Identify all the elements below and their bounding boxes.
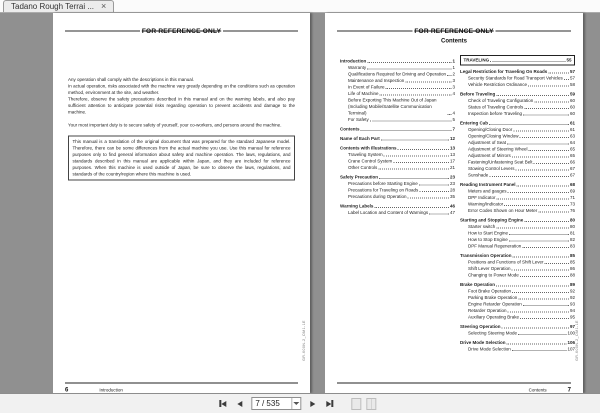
toc-entry-page: 64	[569, 140, 575, 145]
tab-close-icon[interactable]: ×	[101, 1, 107, 11]
toc-entry-page: 61	[569, 127, 575, 132]
toc-entry-page: 60	[569, 111, 575, 116]
toc-entry-label: Parking Brake Operation	[468, 295, 518, 300]
toc-entry[interactable]	[340, 136, 455, 143]
dot-leader	[419, 185, 449, 186]
toc-entry-page: 3	[452, 78, 455, 83]
toc-entry-label: Precautions for Traveling on Roads	[348, 187, 419, 193]
toc-entry[interactable]	[460, 314, 575, 321]
view-mode-icons	[351, 398, 376, 410]
first-page-button[interactable]	[217, 397, 228, 411]
toc-entry-label: Auxiliary Operating Brake	[468, 314, 520, 320]
toc-entry-label: Vehicle Restriction Ordinance	[468, 82, 528, 87]
toc-entry-page: 59	[569, 91, 575, 97]
dot-leader	[370, 121, 452, 122]
dot-leader	[524, 221, 569, 222]
toc-entry-page: 67	[569, 172, 575, 178]
toc-entry-page: 97	[569, 324, 575, 329]
toc-entry-page: 58	[569, 82, 575, 87]
toc-entry-page: 80	[569, 217, 575, 223]
dot-leader	[518, 334, 566, 335]
toc-entry-label: Crane Control System	[348, 158, 393, 164]
toc-entry-page: 47	[449, 210, 455, 215]
toc-entry[interactable]	[340, 194, 455, 201]
toc-entry-label: Drive Mode Selection	[468, 346, 511, 352]
toc-entry-page: 85	[569, 259, 575, 265]
dot-leader	[516, 170, 569, 171]
dot-leader	[523, 305, 569, 306]
dot-leader	[517, 186, 569, 187]
dot-leader	[361, 130, 452, 131]
reference-only-text: FOR REFERENCE ONLY	[414, 27, 494, 35]
dot-leader	[523, 115, 569, 116]
toc-entry-page: 107	[567, 346, 575, 352]
toc-entry-label: Adjustment of Steering Wheel	[468, 146, 528, 152]
toc-entry-page: 60	[569, 98, 575, 103]
toc-entry-label: Meters and gauges	[468, 188, 507, 194]
toc-column-right	[460, 55, 575, 353]
toc-entry-label: Steering Operation	[460, 324, 501, 329]
toc-column-left	[340, 55, 455, 353]
dot-leader	[497, 199, 569, 200]
paragraph: Any operation shall comply with the descriptions in this manual.	[68, 77, 195, 82]
toc-entry-page: 17	[449, 158, 455, 164]
dot-leader	[379, 178, 449, 179]
toc-entry[interactable]	[460, 172, 575, 179]
dot-leader	[529, 150, 569, 151]
document-code-right: GR-600N-2_OM1-1E	[575, 320, 579, 361]
toc-entry-label: Precautions before Starting Engine	[348, 181, 418, 186]
dot-leader	[508, 312, 569, 313]
toc-entry-page: 35	[449, 194, 455, 199]
toc-entry-label: Reading Instrument Panel	[460, 182, 516, 187]
toc-entry-label: Adjustment of Seat	[468, 140, 507, 145]
toc-entry-label: Positions and Functions of Shift Lever	[468, 259, 544, 265]
toc-entry-label: Contents with Illustrations	[340, 145, 397, 151]
dot-leader	[508, 192, 569, 193]
toc-entry-page: 69	[569, 188, 575, 194]
toc-entry-page: 85	[569, 253, 575, 258]
toc-entry[interactable]	[340, 117, 455, 124]
translation-notice-box	[68, 136, 295, 181]
toc-entry-label: DPF Indicator	[468, 195, 496, 200]
toc-entry-label: Adjustment of Mirrors	[468, 153, 511, 158]
next-page-button[interactable]	[307, 397, 318, 411]
page-footer-left	[65, 383, 298, 394]
dot-leader	[367, 69, 451, 70]
toc-entry-label: Before Exporting This Machine Out of Japan (Including Mobile/Satellite Communication Terminal)	[348, 97, 437, 116]
toc-entry-label: Life of Machine	[348, 91, 379, 96]
toc-entry-label: Status of Traveling Controls	[468, 104, 524, 110]
page-left	[53, 13, 310, 393]
toc-entry-label: Name of Each Part	[340, 136, 380, 141]
introduction-paragraphs	[68, 77, 295, 116]
paragraph: In actual operation, risks associated with the machine vary greatly depending on the conditions such as operation method, environment at the site, and weather.	[68, 83, 295, 95]
toc-entry-page: 13	[449, 152, 455, 157]
dot-leader	[447, 114, 451, 115]
toc-entry[interactable]	[460, 346, 575, 353]
dot-leader	[489, 124, 569, 125]
dot-leader	[512, 350, 567, 351]
dot-leader	[381, 140, 449, 141]
toc-entry-label: Check of Traveling Configuration	[468, 98, 534, 103]
dot-leader	[512, 157, 569, 158]
translation-notice-text: This manual is a translation of the original document that was prepared for the standard Japanese model. Therefore, there can be some differences from the actual machine you use. Use this manual for reference purposes only to find general information about safety and machine operation. The laws, regulations, and standards described in this manual are applicable within Japan, and they are included for reference purposes. When this machine is used outside of Japan, be sure to observe the laws, regulations, and standards of the country/region where this machine is used.	[72, 139, 291, 177]
dot-leader	[419, 191, 449, 192]
toc-entry-page: 106	[567, 340, 575, 345]
dot-leader	[512, 270, 569, 271]
toc-entry-page: 1	[452, 65, 455, 70]
toc-entry-label: Stowing Control Levers	[468, 166, 515, 171]
toc-entry-label: Selecting Steering Mode	[468, 330, 518, 336]
dot-leader	[380, 95, 452, 96]
toc-entry-page: 12	[449, 136, 455, 141]
toc-entry[interactable]	[460, 243, 575, 250]
duty-paragraph: Your most important duty is to secure safety of yourself, your co-workers, and persons around the machine.	[68, 122, 282, 128]
dot-leader	[524, 108, 569, 109]
toc-entry-page: 67	[569, 166, 575, 171]
dot-leader	[564, 79, 569, 80]
toc-entry-page: 7	[452, 126, 455, 132]
toc-entry-label: Sunshade	[468, 172, 489, 178]
toc-entry-label: Opening/Closing Window	[468, 133, 519, 139]
tab-bar	[0, 0, 600, 13]
document-canvas	[0, 13, 600, 393]
toc-entry-label: Legal Restriction for Traveling On Roads	[460, 69, 548, 74]
toc-entry-label: Warning/Indicator	[468, 201, 504, 207]
toc-entry-page: 81	[569, 230, 575, 236]
dot-leader	[522, 247, 569, 248]
single-page-view-icon[interactable]	[351, 398, 361, 410]
last-page-button[interactable]	[324, 397, 335, 411]
toc-entry-label: How to Start Engine	[468, 230, 509, 236]
toc-entry-page: 28	[449, 187, 455, 193]
toc-entry-page: 68	[569, 182, 575, 187]
reference-only-header-right	[337, 27, 571, 35]
dot-leader	[545, 263, 569, 264]
toc-entry-page: 57	[569, 75, 575, 81]
toc-entry-page: 73	[569, 201, 575, 207]
toc-entry-page: 60	[569, 104, 575, 110]
toc-entry-label: Before Traveling	[460, 91, 496, 97]
toc-entry-page: 55	[566, 57, 572, 63]
toc-entry-page: 21	[449, 165, 455, 170]
dot-leader	[489, 176, 569, 177]
toc-entry-label: Safety Precaution	[340, 174, 379, 180]
toc-entry-label: Introduction	[340, 58, 367, 64]
dot-leader	[429, 214, 449, 215]
toc-entry-page: 100	[567, 330, 575, 336]
toc-entry[interactable]	[460, 55, 575, 66]
toc-entry-page: 89	[569, 282, 575, 287]
page-indicator-combobox[interactable]	[251, 397, 301, 410]
toc-entry-page: 71	[569, 195, 575, 200]
dot-leader	[378, 169, 449, 170]
toc-entry[interactable]	[340, 126, 455, 133]
page-navigation	[217, 394, 376, 413]
toc-entry-page: 88	[569, 272, 575, 278]
dot-leader	[384, 156, 449, 157]
toc-entry-label: Contents	[340, 126, 360, 132]
toc-entry-label: Shift Lever Operation	[468, 266, 511, 271]
toc-entry-label: For Safety	[348, 117, 369, 122]
dot-leader	[398, 149, 449, 150]
toc-entry-page: 80	[569, 224, 575, 229]
toc-entry-page: 93	[569, 301, 575, 307]
toc-entry-page: 23	[449, 181, 455, 186]
page-number: 6	[65, 386, 69, 393]
dot-leader	[507, 144, 569, 145]
dot-leader	[393, 162, 449, 163]
toc-entry-label: Brake Operation	[460, 282, 496, 287]
dot-leader	[504, 205, 569, 206]
dot-leader	[520, 137, 569, 138]
dot-leader	[520, 276, 569, 277]
toc-entry-page: 5	[452, 117, 455, 122]
toc-entry[interactable]	[460, 111, 575, 118]
toc-entry-page: 65	[569, 153, 575, 158]
dot-leader	[496, 286, 569, 287]
reference-only-header-left	[65, 27, 298, 35]
toc-entry-label: Error Codes Shown on Hour Meter	[468, 208, 538, 213]
toc-entry-label: Precautions during Operation	[348, 194, 407, 199]
toc-entry-page: 2	[452, 71, 455, 77]
toc-entry-page: 4	[452, 91, 455, 96]
dot-leader	[367, 62, 451, 63]
toc-entry[interactable]	[460, 272, 575, 279]
toc-entry-label: Maintenance and Inspection	[348, 78, 405, 83]
paragraph: Therefore, observe the safety precautions described in this manual and on the warning labels, and also pay sufficient attention to anticipate potential risks regarding operation to prevent accidents and damage to the machine.	[68, 96, 295, 115]
dot-leader	[513, 257, 569, 258]
toc-entry-page: 4	[452, 110, 455, 116]
dot-leader	[507, 344, 567, 345]
bottom-toolbar	[0, 393, 600, 413]
chevron-down-icon[interactable]	[291, 398, 300, 409]
dot-leader	[528, 86, 569, 87]
toc-entry-label: DPF Manual Regeneration	[468, 243, 522, 249]
toc-entry-label: Warranty	[348, 65, 367, 70]
dot-leader	[548, 73, 569, 74]
dot-leader	[496, 228, 569, 229]
dot-leader	[496, 95, 569, 96]
dot-leader	[509, 241, 569, 242]
toc-entry-page: 46	[449, 203, 455, 209]
toc-entry-page: 92	[569, 295, 575, 300]
page-right	[325, 13, 583, 393]
dot-leader	[405, 82, 451, 83]
toc-entry-page: 23	[449, 174, 455, 180]
toc-entry-page: 82	[569, 237, 575, 242]
table-of-contents	[340, 55, 575, 353]
toc-entry-label: Inspection before Traveling	[468, 111, 523, 116]
dot-leader	[509, 234, 569, 235]
toc-entry[interactable]	[340, 210, 455, 217]
dot-leader	[408, 198, 449, 199]
dot-leader	[518, 299, 569, 300]
toc-entry-page: 61	[569, 120, 575, 126]
toc-entry-label: Traveling System	[348, 152, 383, 157]
toc-entry-label: TRAVELING	[463, 57, 490, 63]
toc-entry-page: 13	[449, 145, 455, 151]
toc-entry-page: 1	[452, 58, 455, 64]
dot-leader	[374, 207, 449, 208]
toc-entry-page: 86	[569, 266, 575, 271]
reference-only-text: FOR REFERENCE ONLY	[141, 27, 222, 35]
toc-entry-label: Foot Brake Operation	[468, 288, 512, 294]
section-name: Contents	[528, 387, 547, 393]
toc-entry[interactable]	[340, 165, 455, 172]
toc-entry-page: 94	[569, 308, 575, 313]
toc-entry-label: In Event of Failure	[348, 84, 385, 90]
dot-leader	[513, 131, 569, 132]
toc-entry-label: Label Location and Content of Warnings	[348, 210, 429, 215]
document-code-left: GR-600N-2_OM1-1E	[302, 320, 306, 361]
facing-pages-view-icon[interactable]	[366, 398, 376, 410]
toc-entry-label: Security Standards for Road Transport Vehicles	[468, 75, 563, 81]
toc-entry[interactable]	[460, 208, 575, 215]
dot-leader	[512, 292, 569, 293]
dot-leader	[386, 88, 452, 89]
toc-entry-label: How to Stop Engine	[468, 237, 508, 242]
toc-entry-label: Other Controls	[348, 165, 378, 170]
toc-entry-label: Opening/Closing Door	[468, 127, 513, 132]
dot-leader	[447, 75, 451, 76]
toc-entry-label: Starting and Stopping Engine	[460, 217, 524, 223]
toc-entry-label: Starter switch	[468, 224, 496, 229]
toc-entry-page: 63	[569, 133, 575, 139]
toc-entry-page: 83	[569, 243, 575, 249]
dot-leader	[490, 61, 565, 62]
toc-entry-page: 92	[569, 288, 575, 294]
dot-leader	[520, 318, 569, 319]
toc-entry-label: Entering Cab	[460, 120, 489, 126]
toc-entry-label: Retarder Operation	[468, 308, 507, 313]
dot-leader	[538, 212, 569, 213]
toc-entry-page: 76	[569, 208, 575, 213]
toc-entry-label: Fastening/Unfastening Seat Belt	[468, 159, 533, 165]
page-number: 7	[567, 386, 571, 393]
toc-entry-page: 65	[569, 146, 575, 152]
page-footer-right	[337, 383, 571, 394]
contents-title: Contents	[441, 37, 467, 44]
toc-entry[interactable]	[460, 330, 575, 337]
toc-entry-label: Drive Mode Selection	[460, 340, 506, 345]
toc-entry-label: Qualifications Required for Driving and Operation	[348, 71, 447, 77]
dot-leader	[534, 102, 569, 103]
section-name: Introduction	[99, 387, 123, 393]
dot-leader	[502, 328, 569, 329]
toc-entry-page: 66	[569, 159, 575, 165]
document-tab[interactable]	[3, 0, 114, 12]
page-indicator-value: 7 / 535	[255, 399, 280, 408]
toc-entry-page: 3	[452, 84, 455, 90]
toc-entry-page: 57	[569, 69, 575, 74]
tab-title: Tadano Rough Terrai ...	[11, 2, 95, 11]
toc-entry-label: Transmission Operation	[460, 253, 512, 258]
toc-entry[interactable]	[340, 97, 455, 117]
dot-leader	[534, 163, 569, 164]
toc-entry-label: Warning Labels	[340, 203, 374, 209]
toc-entry-label: Engine Retarder Operation	[468, 301, 522, 307]
previous-page-button[interactable]	[234, 397, 245, 411]
toc-entry-label: Changing to Power Mode	[468, 272, 519, 278]
toc-entry[interactable]	[460, 82, 575, 89]
toc-entry-page: 95	[569, 314, 575, 320]
